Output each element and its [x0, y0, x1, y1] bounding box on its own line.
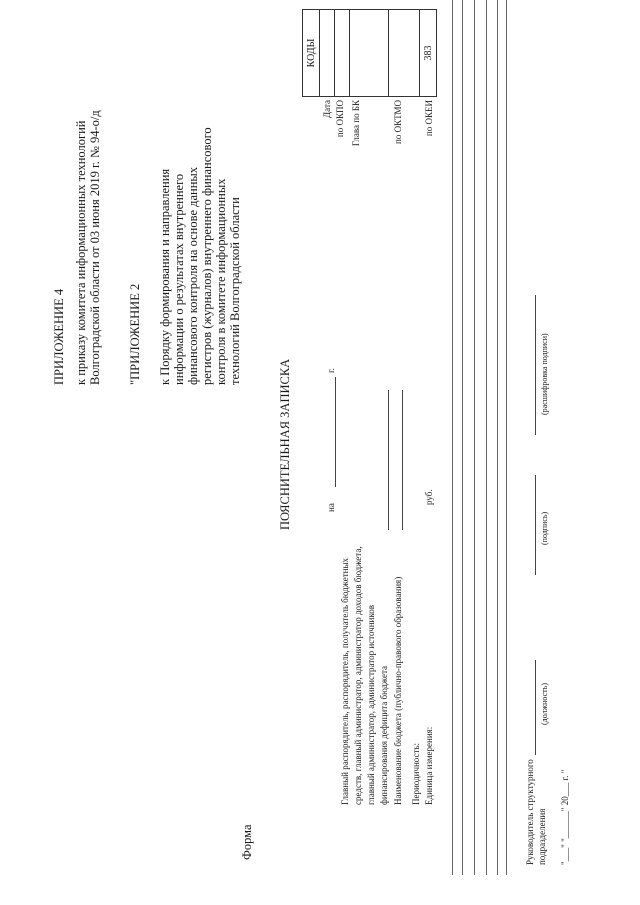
signature-head-line-1: Руководитель структурного [525, 759, 535, 865]
budget-underline [402, 390, 403, 530]
manager-label-line-2: средств, главный администратор, администратор доходов бюджета, [353, 546, 363, 805]
codes-cell-okei: 383 [420, 10, 437, 97]
appendix2-line-2: информации о результатах внутреннего [172, 173, 186, 385]
manager-label-line-3: главный администратор, администратор источников [366, 604, 376, 805]
codes-cell-oktmo [389, 10, 420, 97]
manager-label-line-1: Главный распорядитель, распорядитель, получатель бюджетных [340, 558, 350, 805]
appendix2-line-6: технологий Волгоградской области [228, 197, 242, 385]
decipher-underline [535, 295, 536, 435]
document-title: ПОЯСНИТЕЛЬНАЯ ЗАПИСКА [278, 358, 292, 530]
table-rule [474, 0, 475, 875]
decipher-caption: (расшифровка подписи) [540, 333, 549, 415]
codes-cell-date [320, 10, 335, 97]
codes-label-bk: Глава по БК [351, 100, 361, 147]
unit-label: Единица измерения: [424, 726, 434, 805]
date-prefix: на [326, 503, 336, 512]
appendix2-line-1: к Порядку формирования и направления [158, 168, 172, 385]
sign-caption: (подпись) [540, 511, 549, 545]
codes-cell-bk [350, 10, 389, 97]
table-rule [452, 0, 453, 875]
date-suffix: г. [326, 368, 336, 373]
signature-head-line-2: подразделения [537, 808, 547, 865]
manager-underline [388, 390, 389, 530]
periodicity-label: Периодичность: [411, 742, 421, 805]
appendix2-line-5: контроля в комитете информационных [214, 178, 228, 385]
appendix4-line-1: к приказу комитета информационных технологий [74, 120, 88, 385]
appendix2-line-3: финансового контроля на основе данных [186, 166, 200, 385]
table-rule [506, 0, 507, 875]
codes-label-okpo: по ОКПО [335, 100, 345, 138]
appendix2-title: "ПРИЛОЖЕНИЕ 2 [128, 283, 142, 385]
position-underline [535, 660, 536, 755]
appendix2-line-4: регистров (журналов) внутреннего финансового [200, 127, 214, 385]
manager-label-line-4: финансирования дефицита бюджета [379, 665, 389, 805]
appendix4-title: ПРИЛОЖЕНИЕ 4 [52, 288, 66, 385]
signature-date-line: "___" "______" 20___ г. " [560, 769, 570, 865]
sign-underline [535, 475, 536, 575]
form-label: Форма [240, 824, 254, 860]
codes-label-oktmo: по ОКТМО [393, 100, 403, 144]
table-rule [497, 0, 498, 875]
unit-value: руб. [424, 489, 434, 505]
codes-table [302, 9, 437, 97]
codes-label-okei: по ОКЕИ [424, 100, 434, 137]
position-caption: (должность) [540, 683, 549, 725]
date-underline [335, 377, 336, 487]
appendix4-line-2: Волгоградской области от 03 июня 2019 г. № 94-о/д [88, 110, 102, 385]
codes-header: КОДЫ [303, 10, 320, 97]
codes-label-date: Дата [322, 100, 332, 118]
table-rule [486, 0, 487, 875]
budget-name-label: Наименование бюджета (публично-правового образования) [393, 576, 403, 805]
codes-cell-okpo [335, 10, 350, 97]
table-rule [462, 0, 463, 875]
